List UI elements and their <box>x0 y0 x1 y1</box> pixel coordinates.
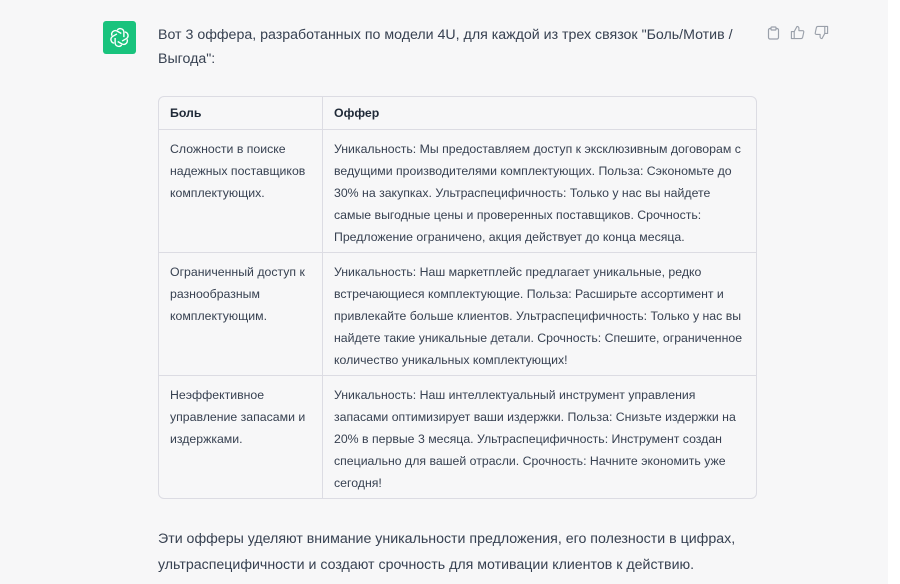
column-header-pain: Боль <box>159 97 323 130</box>
assistant-message <box>158 23 758 578</box>
page-edge <box>888 0 900 584</box>
dislike-button[interactable] <box>814 25 829 40</box>
message-actions <box>766 25 829 40</box>
table-header-row <box>159 97 756 130</box>
assistant-avatar <box>103 21 136 54</box>
pain-cell: Сложности в поиске надежных поставщиков комплектующих. <box>159 130 323 253</box>
offer-cell: Уникальность: Наш маркетплейс предлагает уникальные, редко встречающиеся комплектующие. Польза: Расширьте ассортимент и привлекайте больше клиентов. Ультраспецифичность: Только у нас вы найдете такие уникальные детали. Срочность: Спешите, ограниченное количество уникальных комплектующих! <box>323 253 757 376</box>
thumbs-down-icon <box>814 25 829 40</box>
pain-cell: Неэффективное управление запасами и издержками. <box>159 376 323 499</box>
table-row <box>159 253 756 376</box>
openai-logo-icon <box>109 27 130 48</box>
table-row <box>159 376 756 499</box>
clipboard-icon <box>767 26 780 40</box>
message-intro: Вот 3 оффера, разработанных по модели 4U, для каждой из трех связок "Боль/Мотив /Выгода": <box>158 27 733 67</box>
copy-button[interactable] <box>766 25 781 40</box>
offers-table <box>158 96 757 499</box>
table-row <box>159 130 756 253</box>
offer-cell: Уникальность: Мы предоставляем доступ к эксклюзивным договорам с ведущими производителями комплектующих. Польза: Сэкономьте до 30% на закупках. Ультраспецифичность: Только у нас вы найдете самые выгодные цены и проверенных поставщиков. Срочность: Предложение ограничено, акция действует до конца месяца. <box>323 130 757 253</box>
thumbs-up-icon <box>790 25 805 40</box>
column-header-offer: Оффер <box>334 106 380 120</box>
message-conclusion: Эти офферы уделяют внимание уникальности предложения, его полезности в цифрах, ультраспецифичности и создают срочность для мотивации клиентов к действию. <box>158 531 736 573</box>
like-button[interactable] <box>790 25 805 40</box>
pain-cell: Ограниченный доступ к разнообразным комплектующим. <box>159 253 323 376</box>
offer-cell: Уникальность: Наш интеллектуальный инструмент управления запасами оптимизирует ваши издержки. Польза: Снизьте издержки на 20% в первые 3 месяца. Ультраспецифичность: Инструмент создан специально для вашей отрасли. Срочность: Начните экономить уже сегодня! <box>323 376 757 499</box>
